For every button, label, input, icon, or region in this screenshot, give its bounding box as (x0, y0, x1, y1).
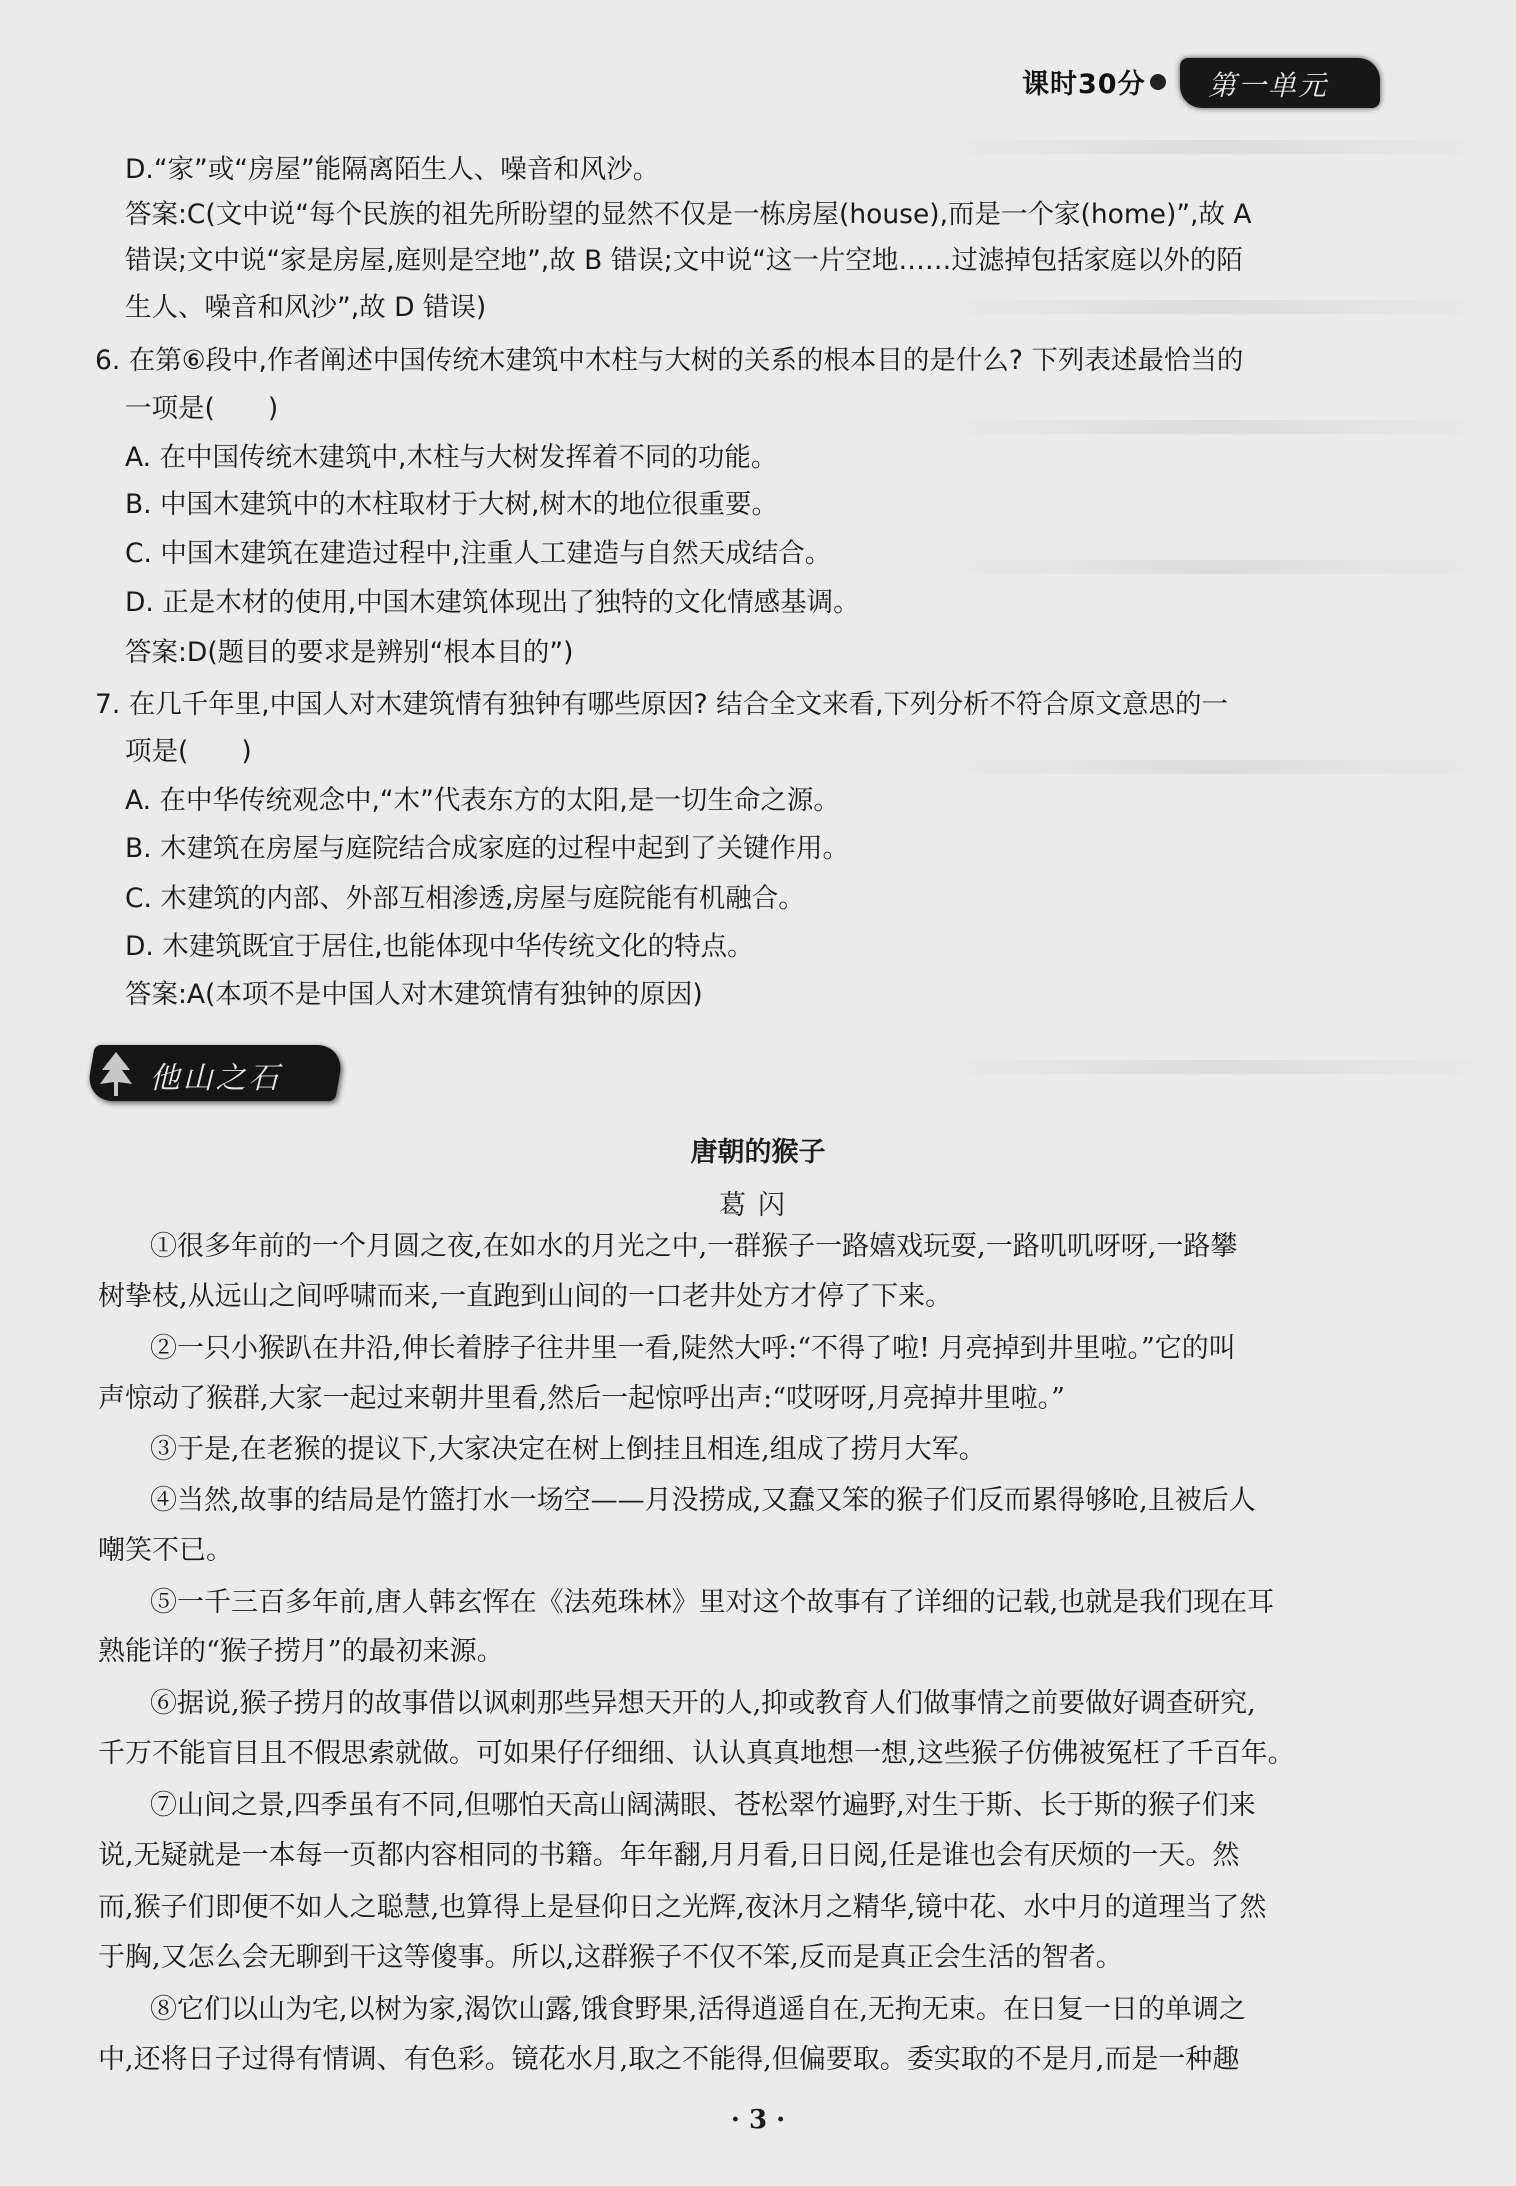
article-author: 葛闪 (719, 1190, 797, 1221)
text-line: 答案:D(题目的要求是辨别“根本目的”) (125, 637, 574, 668)
article-line: ③于是,在老猴的提议下,大家决定在树上倒挂且相连,组成了捞月大军。 (150, 1434, 986, 1465)
article-line: ⑧它们以山为宅,以树为家,渴饮山露,饿食野果,活得逍遥自在,无拘无束。在日复一日的单调之 (150, 1994, 1246, 2025)
article-line: ⑦山间之景,四季虽有不同,但哪怕天高山阔满眼、苍松翠竹遍野,对生于斯、长于斯的猴子们来 (150, 1790, 1256, 1821)
text-line: C. 木建筑的内部、外部互相渗透,房屋与庭院能有机融合。 (125, 883, 805, 914)
text-line: D. 正是木材的使用,中国木建筑体现出了独特的文化情感基调。 (125, 587, 860, 618)
article-line: 嘲笑不已。 (98, 1535, 233, 1566)
bleed-through (936, 560, 1496, 574)
pine-tree-icon (96, 1048, 136, 1098)
article-line: ①很多年前的一个月圆之夜,在如水的月光之中,一群猴子一路嬉戏玩耍,一路叽叽呀呀,一路攀 (150, 1231, 1238, 1262)
article-line: ②一只小猴趴在井沿,伸长着脖子往井里一看,陡然大呼:“不得了啦! 月亮掉到井里啦。”它的叫 (150, 1333, 1236, 1364)
bleed-through (936, 140, 1496, 154)
bleed-through (936, 1060, 1496, 1074)
text-line: 6. 在第⑥段中,作者阐述中国传统木建筑中木柱与大树的关系的根本目的是什么? 下列表述最恰当的 (95, 345, 1244, 376)
article-line: 于胸,又怎么会无聊到干这等傻事。所以,这群猴子不仅不笨,反而是真正会生活的智者。 (98, 1942, 1123, 1973)
article-line: 树挚枝,从远山之间呼啸而来,一直跑到山间的一口老井处方才停了下来。 (98, 1281, 953, 1312)
text-line: D. 木建筑既宜于居住,也能体现中华传统文化的特点。 (125, 931, 754, 962)
text-line: 一项是( ) (125, 393, 279, 424)
bleed-through (936, 760, 1496, 774)
text-line: 生人、噪音和风沙”,故 D 错误) (125, 292, 487, 323)
unit-badge-label: 第一单元 (1208, 69, 1329, 102)
article-line: 中,还将日子过得有情调、有色彩。镜花水月,取之不能得,但偏要取。委实取的不是月,而是一种趣 (98, 2044, 1240, 2075)
section-banner-label: 他山之石 (149, 1061, 282, 1096)
article-line: 熟能详的“猴子捞月”的最初来源。 (98, 1636, 504, 1667)
bleed-through (936, 420, 1496, 434)
article-line: 千万不能盲目且不假思索就做。可如果仔仔细细、认认真真地想一想,这些猴子仿佛被冤枉了千百年。 (98, 1738, 1295, 1769)
article-line: 声惊动了猴群,大家一起过来朝井里看,然后一起惊呼出声:“哎呀呀,月亮掉井里啦。” (98, 1383, 1065, 1414)
text-line: B. 木建筑在房屋与庭院结合成家庭的过程中起到了关键作用。 (125, 833, 850, 864)
bleed-through (936, 300, 1496, 314)
text-line: D.“家”或“房屋”能隔离陌生人、噪音和风沙。 (125, 154, 660, 185)
text-line: 答案:C(文中说“每个民族的祖先所盼望的显然不仅是一栋房屋(house),而是一个家(home)”,故 A (125, 199, 1252, 230)
article-line: 说,无疑就是一本每一页都内容相同的书籍。年年翻,月月看,日日阅,任是谁也会有厌烦的一天。然 (98, 1840, 1240, 1871)
article-title: 唐朝的猴子 (690, 1137, 826, 1168)
course-label: 课时30分 (1022, 69, 1146, 100)
text-line: 7. 在几千年里,中国人对木建筑情有独钟有哪些原因? 结合全文来看,下列分析不符合原文意思的一 (95, 689, 1229, 720)
article-line: ⑥据说,猴子捞月的故事借以讽刺那些异想天开的人,抑或教育人们做事情之前要做好调查研究, (150, 1688, 1256, 1719)
text-line: 错误;文中说“家是房屋,庭则是空地”,故 B 错误;文中说“这一片空地……过滤掉包括家庭以外的陌 (125, 245, 1243, 276)
header-dot-icon (1150, 74, 1166, 90)
text-line: B. 中国木建筑中的木柱取材于大树,树木的地位很重要。 (125, 489, 778, 520)
text-line: A. 在中华传统观念中,“木”代表东方的太阳,是一切生命之源。 (125, 785, 840, 816)
page-number: · 3 · (730, 2105, 786, 2135)
text-line: 答案:A(本项不是中国人对木建筑情有独钟的原因) (125, 979, 703, 1010)
unit-badge (1180, 58, 1380, 108)
article-line: 而,猴子们即便不如人之聪慧,也算得上是昼仰日之光辉,夜沐月之精华,镜中花、水中月的道理当了然 (98, 1892, 1267, 1923)
text-line: 项是( ) (125, 736, 252, 767)
text-line: A. 在中国传统木建筑中,木柱与大树发挥着不同的功能。 (125, 442, 778, 473)
text-line: C. 中国木建筑在建造过程中,注重人工建造与自然天成结合。 (125, 538, 832, 569)
article-line: ⑤一千三百多年前,唐人韩玄恽在《法苑珠林》里对这个故事有了详细的记载,也就是我们现在耳 (150, 1587, 1275, 1618)
article-line: ④当然,故事的结局是竹篮打水一场空——月没捞成,又蠢又笨的猴子们反而累得够呛,且被后人 (150, 1485, 1256, 1516)
